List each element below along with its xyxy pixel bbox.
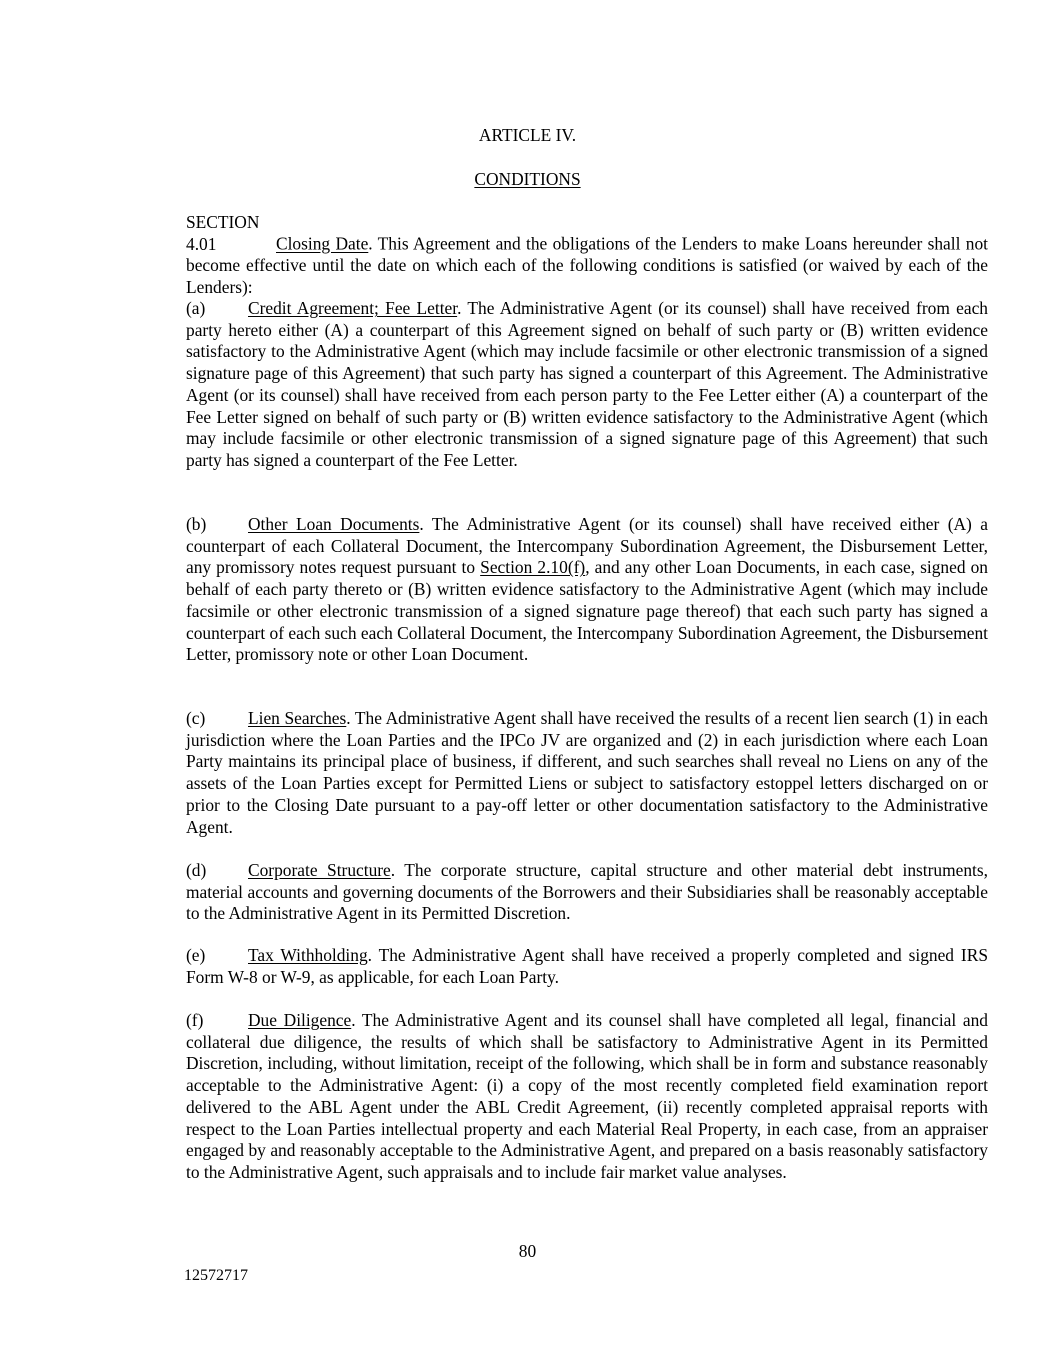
clause-label: (f) — [186, 1010, 204, 1030]
section-4-01-paragraph — [124, 212, 988, 299]
clause-f — [124, 1010, 988, 1184]
clause-heading: Lien Searches — [248, 708, 347, 728]
clause-text: . The corporate structure, capital structure and other material debt instruments, material accounts and governing documents of the Borrowers and their Subsidiaries shall be reasonably acceptable to the Administrative Agent in its Permitted Discretion. — [186, 860, 988, 924]
clause-heading: Tax Withholding — [248, 945, 368, 965]
clause-heading: Corporate Structure — [248, 860, 391, 880]
clause-label: (b) — [186, 514, 207, 534]
clause-heading: Credit Agreement; Fee Letter — [248, 298, 458, 318]
clause-d — [124, 860, 988, 925]
section-reference: Section 2.10(f) — [480, 557, 586, 578]
clause-a — [124, 298, 988, 472]
clause-heading: Due Diligence — [248, 1010, 352, 1030]
clause-text-continued: , and any other Loan Documents, in each case, signed on behalf of each party thereto or (B) written evidence satisfactory to the Administrative Agent (which may include facsimile or other electronic transmission of a signed signature page thereof) that each such party has signed a counterpart of each such each Collateral Document, the Intercompany Subordination Agreement, the Disbursement Letter, promissory note or other Loan Document. — [186, 557, 988, 665]
clause-e — [124, 945, 988, 988]
clause-b — [124, 514, 988, 666]
clause-heading: Other Loan Documents — [248, 514, 420, 534]
clause-text: . The Administrative Agent and its counsel shall have completed all legal, financial and collateral due diligence, the results of which shall be satisfactory to Administrative Agent in its Permitted Discretion, including, without limitation, receipt of the following, which shall be in form and substance reasonably acceptable to the Administrative Agent: (i) a copy of the most recently completed field examination report delivered to the ABL Agent under the ABL Credit Agreement, (ii) recently completed appraisal reports with respect to the Loan Parties intellectual property and each Material Real Property, in each case, from an appraiser engaged by and reasonably acceptable to the Administrative Agent, and prepared on a basis reasonably satisfactory to the Administrative Agent, such appraisals and to include fair market value analyses. — [186, 1010, 988, 1182]
clause-text: . The Administrative Agent shall have received the results of a recent lien search (1) in each jurisdiction where the Loan Parties and the IPCo JV are organized and (2) in each jurisdiction where each Loan Party maintains its principal place of business, if different, and such searches shall reveal no Liens on any of the assets of the Loan Parties except for Permitted Liens or subject to satisfactory estoppel letters discharged on or prior to the Closing Date pursuant to a pay-off letter or other documentation satisfactory to the Administrative Agent. — [186, 708, 988, 837]
clause-label: (c) — [186, 708, 206, 728]
section-text: . This Agreement and the obligations of the Lenders to make Loans hereunder shall not become effective until the date on which each of the following conditions is satisfied (or waived by each of the Lenders): — [186, 233, 988, 298]
clause-label: (e) — [186, 945, 206, 965]
article-subtitle: CONDITIONS — [474, 169, 581, 189]
article-title: ARTICLE IV. — [478, 125, 577, 145]
clause-label: (d) — [186, 860, 207, 880]
section-number: SECTION 4.01 — [186, 212, 260, 254]
page-number: 80 — [518, 1241, 537, 1261]
clause-text: . The Administrative Agent (or its counsel) shall have received either (A) a counterpart of each Collateral Document, the Intercompany Subordination Agreement, the Disbursement Letter, any promissory notes request pursuant to — [186, 514, 988, 578]
section-heading: Closing Date — [276, 233, 369, 254]
document-id: 12572717 — [184, 1267, 248, 1284]
clause-text: . The Administrative Agent shall have received a properly completed and signed IRS Form W-8 or W-9, as applicable, for each Loan Party. — [186, 945, 988, 987]
clause-label: (a) — [186, 298, 206, 318]
clause-c — [124, 708, 988, 838]
clause-text: . The Administrative Agent (or its counsel) shall have received from each party hereto either (A) a counterpart of this Agreement signed on behalf of such party or (B) written evidence satisfactory to the Administrative Agent (which may include facsimile or other electronic transmission of a signed signature page of this Agreement) that such party has signed a counterpart of this Agreement. The Administrative Agent (or its counsel) shall have received from each person party to the Fee Letter either (A) a counterpart of the Fee Letter signed on behalf of such party or (B) written evidence satisfactory to the Administrative Agent (which may include facsimile or other electronic transmission of a signed signature page of this Agreement) that such party has signed a counterpart of the Fee Letter. — [186, 298, 988, 470]
